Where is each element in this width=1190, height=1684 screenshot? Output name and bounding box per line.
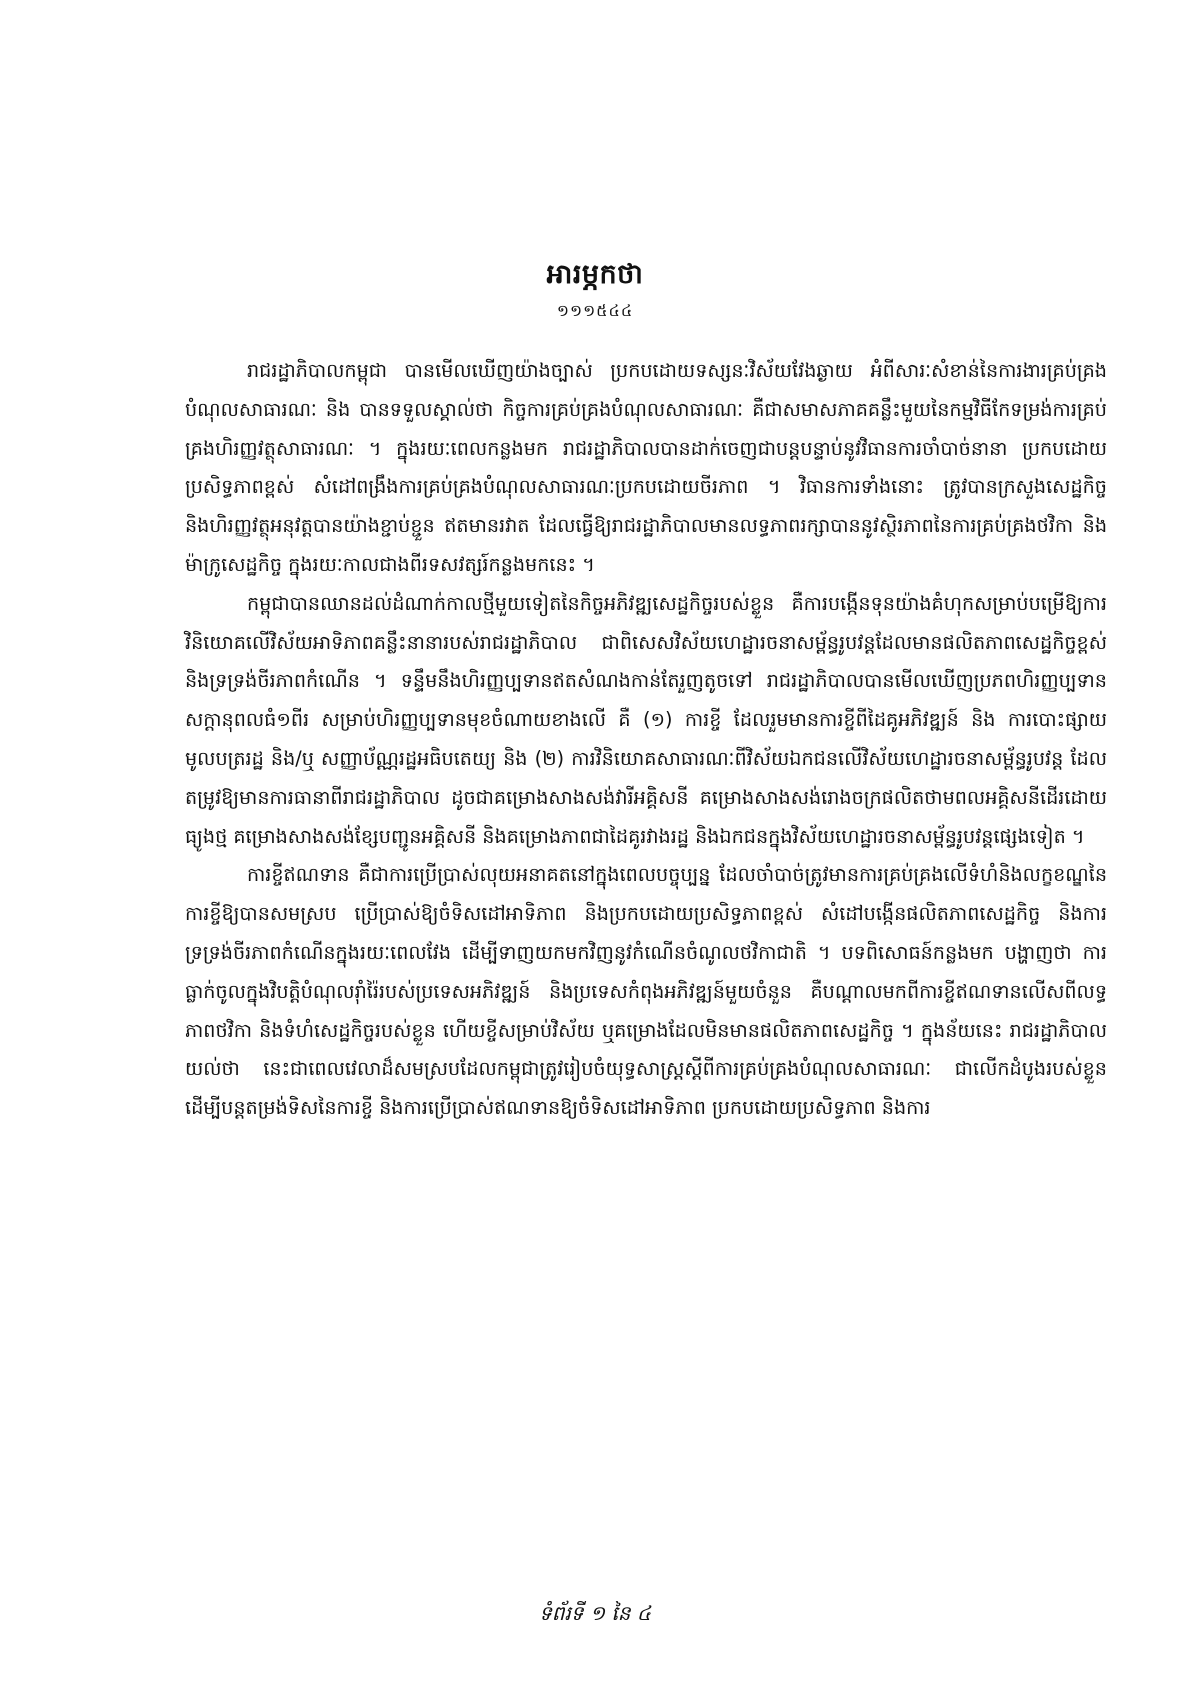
document-subtitle: ១១១៥៤៤ <box>556 301 634 320</box>
page-number: ទំព័រទី ១ នៃ ៤ <box>539 1601 651 1625</box>
paragraph-3: ការខ្ចីឥណទាន គឺជាការប្រើប្រាស់លុយអនាគតនៅក្នុងពេលបច្ចុប្បន្ន ដែលចាំបាច់ត្រូវមានការគ្រប់គ្រងលើទំហំនិងលក្ខខណ្ឌនៃការខ្ចីឱ្យបានសមស្រប ប្រើប្រាស់ឱ្យចំទិសដៅអាទិភាព និងប្រកបដោយប្រសិទ្ធភាពខ្ពស់ សំដៅបង្កើនផលិតភាពសេដ្ឋកិច្ច និងការទ្រទ្រង់ចីរភាពកំណើនក្នុងរយៈពេលវែង ដើម្បីទាញយកមកវិញនូវកំណើនចំណូលថវិកាជាតិ ។ បទពិសោធន៍កន្លងមក បង្ហាញថា ការធ្លាក់ចូលក្នុងវិបត្តិបំណុលរ៉ាំរ៉ៃរបស់ប្រទេសអភិវឌ្ឍន៍ និងប្រទេសកំពុងអភិវឌ្ឍន៍មួយចំនួន គឺបណ្តាលមកពីការខ្ចីឥណទានលើសពីលទ្ធភាពថវិកា និងទំហំសេដ្ឋកិច្ចរបស់ខ្លួន ហើយខ្ចីសម្រាប់វិស័យ ឬគម្រោងដែលមិនមានផលិតភាពសេដ្ឋកិច្ច ។ ក្នុងន័យនេះ រាជរដ្ឋាភិបាលយល់ថា នេះជាពេលវេលាដ៏សមស្របដែលកម្ពុជាត្រូវរៀបចំយុទ្ធសាស្ត្រស្តីពីការគ្រប់គ្រងបំណុលសាធារណៈ ជាលើកដំបូងរបស់ខ្លួន ដើម្បីបន្តតម្រង់ទិសនៃការខ្ចី និងការប្រើប្រាស់ឥណទានឱ្យចំទិសដៅអាទិភាព ប្រកបដោយប្រសិទ្ធភាព និងការ <box>185 863 1107 1120</box>
paragraph-1: រាជរដ្ឋាភិបាលកម្ពុជា បានមើលឃើញយ៉ាងច្បាស់ ប្រកបដោយទស្សនៈវិស័យវែងឆ្ងាយ អំពីសារៈសំខាន់នៃការងារគ្រប់គ្រងបំណុលសាធារណៈ និង បានទទួលស្គាល់ថា កិច្ចការគ្រប់គ្រងបំណុលសាធារណៈ គឺជាសមាសភាគគន្លឹះមួយនៃកម្មវិធីកែទម្រង់ការគ្រប់គ្រងហិរញ្ញវត្ថុសាធារណៈ ។ ក្នុងរយៈពេលកន្លងមក រាជរដ្ឋាភិបាលបានដាក់ចេញជាបន្តបន្ទាប់នូវវិធានការចាំបាច់នានា ប្រកបដោយប្រសិទ្ធភាពខ្ពស់ សំដៅពង្រឹងការគ្រប់គ្រងបំណុលសាធារណៈប្រកបដោយចីរភាព ។ វិធានការទាំងនោះ ត្រូវបានក្រសួងសេដ្ឋកិច្ច និងហិរញ្ញវត្ថុអនុវត្តបានយ៉ាងខ្ជាប់ខ្ជួន ឥតមានរវាត ដែលធ្វើឱ្យរាជរដ្ឋាភិបាលមានលទ្ធភាពរក្សាបាននូវស្ថិរភាពនៃការគ្រប់គ្រងថវិកា និងម៉ាក្រូសេដ្ឋកិច្ច ក្នុងរយៈកាលជាងពីរទសវត្សរ៍កន្លងមកនេះ ។ <box>185 359 1107 576</box>
paragraph-2: កម្ពុជាបានឈានដល់ដំណាក់កាលថ្មីមួយទៀតនៃកិច្ចអភិវឌ្ឍសេដ្ឋកិច្ចរបស់ខ្លួន គឺការបង្កើនទុនយ៉ាងគំហុកសម្រាប់បម្រើឱ្យការវិនិយោគលើវិស័យអាទិភាពគន្លឹះនានារបស់រាជរដ្ឋាភិបាល ជាពិសេសវិស័យហេដ្ឋារចនាសម្ព័ន្ធរូបវន្តដែលមានផលិតភាពសេដ្ឋកិច្ចខ្ពស់ និងទ្រទ្រង់ចីរភាពកំណើន ។ ទន្ទឹមនឹងហិរញ្ញប្បទានឥតសំណងកាន់តែរួញតូចទៅ រាជរដ្ឋាភិបាលបានមើលឃើញប្រភពហិរញ្ញប្បទានសក្តានុពលធំ១ពីរ សម្រាប់ហិរញ្ញប្បទានមុខចំណាយខាងលើ គឺ (១) ការខ្ចី ដែលរួមមានការខ្ចីពីដៃគូអភិវឌ្ឍន៍ និង ការបោះផ្សាយមូលបត្ររដ្ឋ និង/ឬ សញ្ញាប័ណ្ណរដ្ឋអធិបតេយ្យ និង (២) ការវិនិយោគសាធារណៈពីវិស័យឯកជនលើវិស័យហេដ្ឋារចនាសម្ព័ន្ធរូបវន្ត ដែលតម្រូវឱ្យមានការធានាពីរាជរដ្ឋាភិបាល ដូចជាគម្រោងសាងសង់វារីអគ្គិសនី គម្រោងសាងសង់រោងចក្រផលិតថាមពលអគ្គិសនីដើរដោយធ្យូងថ្ម គម្រោងសាងសង់ខ្សែបញ្ជូនអគ្គិសនី និងគម្រោងភាពជាដៃគូរវាងរដ្ឋ និងឯកជនក្នុងវិស័យហេដ្ឋារចនាសម្ព័ន្ធរូបវន្តផ្សេងទៀត ។ <box>185 591 1107 848</box>
document-title: អារម្ភកថា <box>546 259 644 290</box>
document-body <box>185 352 1107 1128</box>
